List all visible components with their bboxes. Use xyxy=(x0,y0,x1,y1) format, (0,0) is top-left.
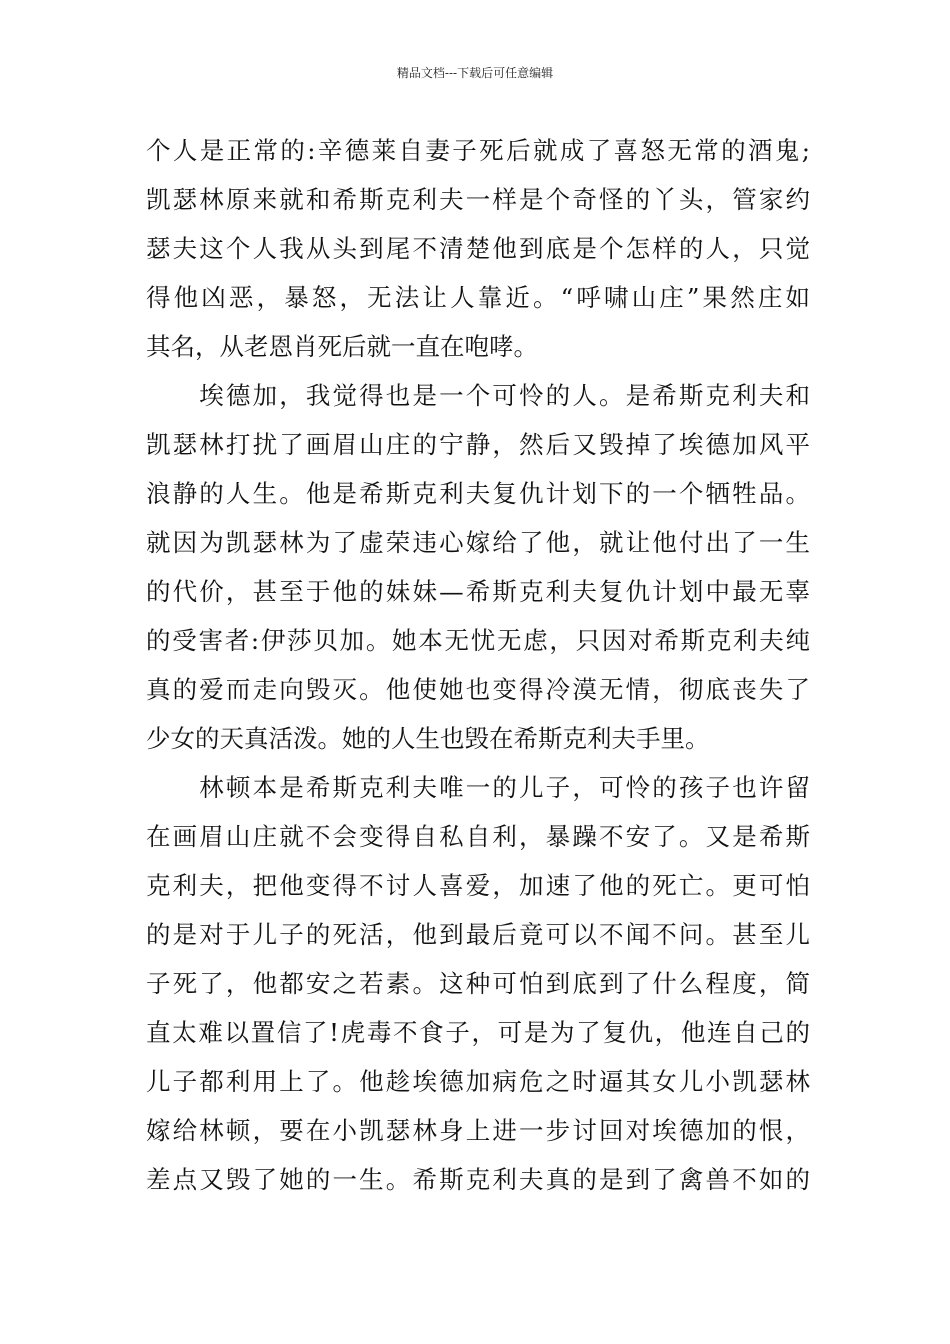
text-line: 凯瑟林原来就和希斯克利夫一样是个奇怪的丫头，管家约 xyxy=(146,185,810,214)
text-line: 的代价，甚至于他的妹妹—希斯克利夫复仇计划中最无辜 xyxy=(146,577,810,606)
text-line: 直太难以置信了!虎毒不食子，可是为了复仇，他连自己的 xyxy=(146,1018,810,1047)
text-line: 埃德加，我觉得也是一个可怜的人。是希斯克利夫和 xyxy=(146,381,810,410)
text-line: 子死了，他都安之若素。这种可怕到底到了什么程度，简 xyxy=(146,969,810,998)
text-line: 克利夫，把他变得不讨人喜爱，加速了他的死亡。更可怕 xyxy=(146,871,810,900)
text-line: 嫁给林顿，要在小凯瑟林身上进一步讨回对埃德加的恨， xyxy=(146,1116,810,1145)
text-line: 在画眉山庄就不会变得自私自利，暴躁不安了。又是希斯 xyxy=(146,822,810,851)
text-line: 浪静的人生。他是希斯克利夫复仇计划下的一个牺牲品。 xyxy=(146,479,810,508)
text-line: 差点又毁了她的一生。希斯克利夫真的是到了禽兽不如的 xyxy=(146,1165,810,1194)
text-line: 儿子都利用上了。他趁埃德加病危之时逼其女儿小凯瑟林 xyxy=(146,1067,810,1096)
text-line: 瑟夫这个人我从头到尾不清楚他到底是个怎样的人，只觉 xyxy=(146,234,810,263)
text-line: 少女的天真活泼。她的人生也毁在希斯克利夫手里。 xyxy=(146,724,710,753)
page-header: 精品文档---下载后可任意编辑 xyxy=(396,66,554,80)
text-line: 其名，从老恩肖死后就一直在咆哮。 xyxy=(146,332,538,361)
text-line: 真的爱而走向毁灭。他使她也变得冷漠无情，彻底丧失了 xyxy=(146,675,810,704)
text-line: 的是对于儿子的死活，他到最后竟可以不闻不问。甚至儿 xyxy=(146,920,810,949)
text-line: 就因为凯瑟林为了虚荣违心嫁给了他，就让他付出了一生 xyxy=(146,528,810,557)
body-text xyxy=(146,126,810,1204)
text-line: 的受害者:伊莎贝加。她本无忧无虑，只因对希斯克利夫纯 xyxy=(146,626,810,655)
text-line: 个人是正常的:辛德莱自妻子死后就成了喜怒无常的酒鬼; xyxy=(146,136,810,165)
text-line: 得他凶恶，暴怒，无法让人靠近。“呼啸山庄”果然庄如 xyxy=(146,283,810,312)
text-line: 凯瑟林打扰了画眉山庄的宁静，然后又毁掉了埃德加风平 xyxy=(146,430,810,459)
text-line: 林顿本是希斯克利夫唯一的儿子，可怜的孩子也许留 xyxy=(146,773,810,802)
